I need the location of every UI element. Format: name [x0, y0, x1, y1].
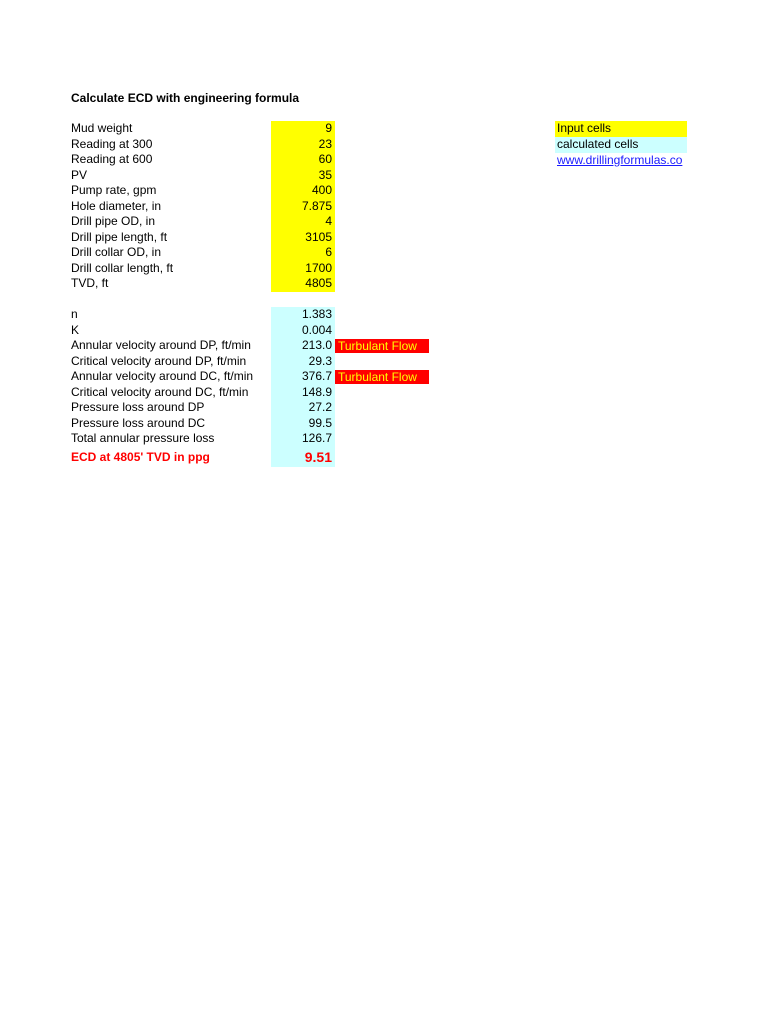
row-label: Critical velocity around DP, ft/min — [71, 353, 247, 368]
legend-calculated-cells: calculated cells — [555, 137, 687, 153]
input-cell[interactable]: 1700 — [271, 261, 335, 277]
website-link[interactable]: www.drillingformulas.co — [557, 153, 683, 167]
calc-row-total-pressure-loss — [0, 431, 768, 447]
row-label: K — [71, 322, 80, 337]
calc-row-critical-velocity-dc — [0, 385, 768, 401]
input-cell[interactable]: 400 — [271, 183, 335, 199]
input-cell[interactable]: 4 — [271, 214, 335, 230]
input-cell[interactable]: 3105 — [271, 230, 335, 246]
input-row-drill-pipe-od — [0, 214, 768, 230]
input-cell[interactable]: 23 — [271, 137, 335, 153]
input-cell[interactable]: 6 — [271, 245, 335, 261]
ecd-result-row — [0, 447, 768, 467]
calculated-cell: 126.7 — [271, 431, 335, 447]
turbulent-flow-badge: Turbulant Flow — [335, 339, 429, 353]
row-label: Annular velocity around DP, ft/min — [71, 338, 251, 352]
calculated-cell: 99.5 — [271, 416, 335, 432]
sheet-title: Calculate ECD with engineering formula — [71, 91, 300, 105]
row-label: Drill pipe OD, in — [71, 214, 156, 228]
calc-row-pressure-loss-dc — [0, 416, 768, 432]
calculated-cell: 1.383 — [271, 307, 335, 323]
row-label: Drill collar length, ft — [71, 260, 174, 275]
calc-row-n — [0, 307, 768, 323]
calc-row-annular-velocity-dp — [0, 338, 768, 354]
row-label: Reading at 300 — [71, 136, 153, 151]
calc-row-annular-velocity-dc — [0, 369, 768, 385]
input-row-drill-pipe-length — [0, 230, 768, 246]
calculated-cell: 376.7 — [271, 369, 335, 385]
calc-row-critical-velocity-dp — [0, 354, 768, 370]
row-label: Annular velocity around DC, ft/min — [71, 369, 254, 383]
input-row-tvd — [0, 276, 768, 292]
row-label: Pressure loss around DP — [71, 400, 205, 414]
row-label: Pressure loss around DC — [71, 415, 206, 430]
row-label: Drill collar OD, in — [71, 245, 162, 259]
calculated-cell: 27.2 — [271, 400, 335, 416]
row-label: Pump rate, gpm — [71, 183, 157, 197]
input-cell[interactable]: 9 — [271, 121, 335, 137]
input-row-pv — [0, 168, 768, 184]
input-row-drill-collar-od — [0, 245, 768, 261]
calculated-cell: 148.9 — [271, 385, 335, 401]
calculated-cell: 0.004 — [271, 323, 335, 339]
ecd-result-value: 9.51 — [271, 447, 335, 467]
input-row-drill-collar-length — [0, 261, 768, 277]
row-label: TVD, ft — [71, 276, 109, 290]
row-label: Total annular pressure loss — [71, 431, 215, 445]
input-row-pump-rate — [0, 183, 768, 199]
calculated-cell: 29.3 — [271, 354, 335, 370]
row-label: Critical velocity around DC, ft/min — [71, 384, 249, 399]
input-cell[interactable]: 7.875 — [271, 199, 335, 215]
input-cell[interactable]: 35 — [271, 168, 335, 184]
calculated-cell: 213.0 — [271, 338, 335, 354]
row-label: Mud weight — [71, 121, 133, 135]
calc-row-k — [0, 323, 768, 339]
row-label: Hole diameter, in — [71, 198, 162, 213]
row-label: Reading at 600 — [71, 152, 153, 166]
input-cell[interactable]: 60 — [271, 152, 335, 168]
row-label: PV — [71, 167, 88, 182]
turbulent-flow-badge: Turbulant Flow — [335, 370, 429, 384]
legend-input-cells: Input cells — [555, 121, 687, 137]
calc-row-pressure-loss-dp — [0, 400, 768, 416]
ecd-result-label: ECD at 4805' TVD in ppg — [71, 450, 210, 464]
row-label: n — [71, 307, 78, 321]
row-label: Drill pipe length, ft — [71, 229, 168, 244]
input-cell[interactable]: 4805 — [271, 276, 335, 292]
input-row-hole-diameter — [0, 199, 768, 215]
